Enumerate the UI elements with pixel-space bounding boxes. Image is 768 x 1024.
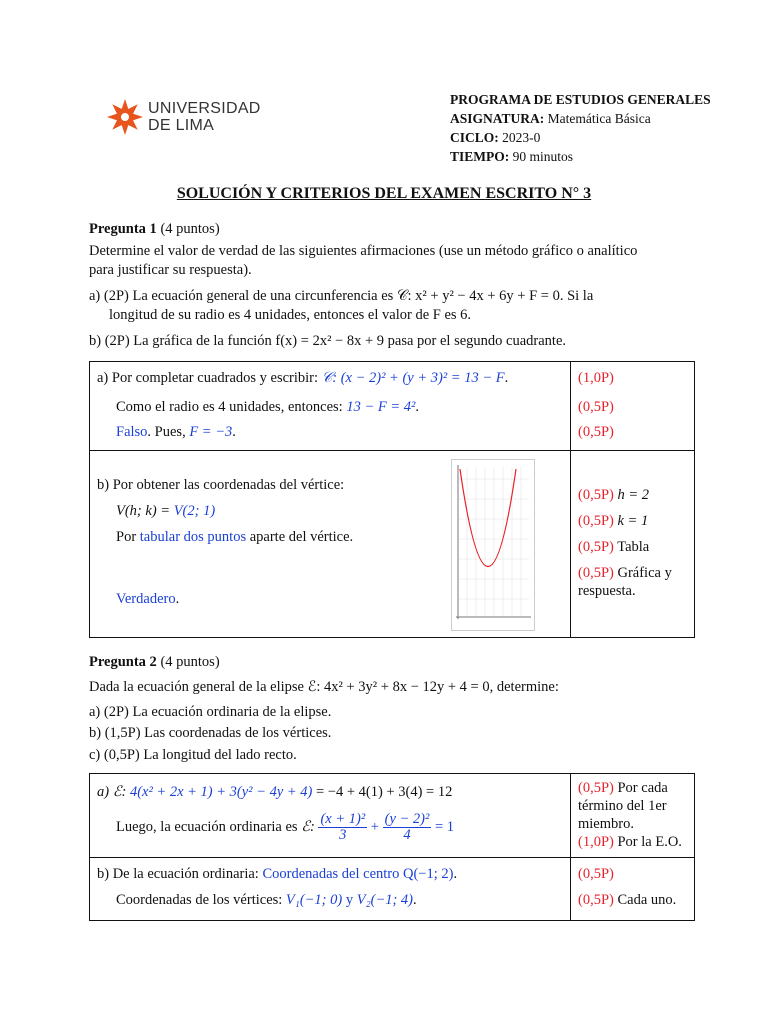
logo-line-1: UNIVERSIDAD: [148, 100, 261, 117]
q2-sol-a-line-2: [116, 812, 454, 843]
q2-sol-a-crit-2-points: (1,0P): [578, 834, 614, 850]
q1-sol-a-cell: [90, 362, 571, 451]
q2-sol-a-l1-pre: a) ℰ:: [97, 784, 130, 800]
q1-sol-b-line-1: b) Por obtener las coordenadas del vértice:: [97, 477, 345, 493]
page-title: SOLUCIÓN Y CRITERIOS DEL EXAMEN ESCRITO N° 3: [176, 185, 592, 202]
q2-sol-a-l2-text: Luego, la ecuación ordinaria es: [116, 818, 302, 835]
q2-item-a: a) (2P) La ecuación ordinaria de la elipse.: [89, 704, 332, 720]
q1-solution-table: [89, 361, 695, 638]
q1-sol-a-l1-text: a) Por completar cuadrados y escribir:: [97, 370, 322, 386]
q1-sol-a-line-3: [116, 424, 236, 441]
q1-sol-b-crit-1: [578, 487, 649, 504]
q2-sol-b-line-1: [97, 866, 457, 883]
q2-sol-b-center: Coordenadas del centro Q(−1; 2): [262, 866, 454, 882]
q2-sol-b-and: y: [342, 892, 357, 908]
q2-sol-b-vertex-1: V₁(−1; 0): [285, 892, 343, 908]
subject-label: ASIGNATURA:: [450, 111, 545, 126]
q1-sol-a-l3-post: .: [232, 424, 236, 440]
cycle-label: CICLO:: [450, 130, 499, 145]
exam-header: [450, 90, 711, 166]
q1-sol-b-true: Verdadero: [116, 591, 176, 607]
logo-star-icon: [106, 98, 144, 136]
q1-sol-b-crit-4-text: Gráfica y: [613, 565, 672, 581]
q1-sol-b-line-3: [116, 529, 353, 546]
q2-sol-b-vertex-2: V₂(−1; 4): [356, 892, 414, 908]
q2-sol-b-crit-2: [578, 892, 676, 909]
q2-heading-label: Pregunta 2: [89, 654, 157, 670]
q2-sol-a-crit-1-text: Por cada: [613, 780, 668, 796]
q1-intro-1: Determine el valor de verdad de las siguientes afirmaciones (use un método gráfico o analítico: [89, 243, 638, 259]
q1-item-a-1: a) (2P) La ecuación general de una circunferencia es 𝒞: x² + y² − 4x + 6y + F = 0. Si la: [89, 288, 594, 304]
q1-heading: [89, 220, 694, 239]
time-label: TIEMPO:: [450, 149, 510, 164]
q1-sol-a-l1-eq: 𝒞: (x − 2)² + (y + 3)² = 13 − F: [321, 370, 505, 386]
q2-sol-b-crit-2-text: Cada uno.: [613, 892, 677, 908]
subject-value: Matemática Básica: [544, 111, 651, 126]
time-value: 90 minutos: [509, 149, 574, 164]
q2-sol-b-points-cell: [571, 858, 695, 921]
university-logo: [106, 98, 266, 138]
q1-sol-b-crit-3-points: (0,5P): [578, 539, 614, 555]
q2-sol-a-crit-1-text-2: término del 1er: [578, 798, 667, 814]
q1-sol-b-l2-text: V(h; k) =: [116, 503, 174, 519]
q1-sol-b-l4-post: .: [175, 591, 180, 607]
q1-sol-b-crit-3-text: Tabla: [613, 539, 650, 555]
q1-intro-2: para justificar su respuesta).: [89, 262, 252, 278]
q1-sol-a-l1-post: .: [504, 370, 509, 386]
parabola-graph: [451, 459, 535, 631]
logo-text: [148, 100, 261, 134]
q1-points: (4 puntos): [156, 221, 220, 237]
q1-sol-b-line-4: [116, 591, 179, 608]
q1-sol-a-points-3: (0,5P): [578, 424, 614, 440]
q2-sol-b-points-2: (0,5P): [578, 892, 614, 908]
plus-sign: +: [370, 818, 379, 835]
q2-sol-b-l2-pre: Coordenadas de los vértices:: [116, 892, 286, 908]
q2-sol-b-line-2: [116, 892, 417, 909]
fraction-1-den: 3: [339, 827, 347, 843]
fraction-2-den: 4: [403, 827, 411, 843]
q1-sol-a-line-1: [97, 370, 508, 387]
q1-sol-b-l3-pre: Por: [116, 529, 140, 545]
q1-sol-b-crit-2: [578, 513, 648, 530]
q1-sol-b-crit-1-text: h = 2: [613, 487, 650, 503]
cycle-value: 2023-0: [498, 130, 541, 145]
q1-sol-b-cell: [90, 451, 571, 638]
q1-sol-a-l2-eq: 13 − F = 4²: [346, 399, 416, 415]
fraction-2: [383, 812, 432, 843]
q2-sol-b-l1-pre: b) De la ecuación ordinaria:: [97, 866, 263, 882]
q1-sol-b-tabular: tabular dos puntos: [139, 529, 247, 545]
q1-sol-a-l3-text: . Pues,: [147, 424, 190, 440]
q1-sol-b-crit-4-points: (0,5P): [578, 565, 614, 581]
q2-sol-a-cell: [90, 774, 571, 858]
q2-sol-a-ellipse-symbol: ℰ:: [301, 818, 315, 835]
q1-sol-a-l2-text: Como el radio es 4 unidades, entonces:: [116, 399, 347, 415]
q2-sol-b-l1-post: .: [453, 866, 458, 882]
q1-sol-b-crit-3: [578, 539, 649, 556]
q1-sol-b-crit-4: [578, 565, 672, 582]
fraction-1-num: (x + 1)²: [320, 811, 366, 827]
q1-sol-b-crit-2-points: (0,5P): [578, 513, 614, 529]
q2-sol-b-cell: [90, 858, 571, 921]
q1-sol-a-points-2: (0,5P): [578, 399, 614, 415]
q2-sol-a-crit-1-points: (0,5P): [578, 780, 614, 796]
q2-item-c: c) (0,5P) La longitud del lado recto.: [89, 747, 297, 763]
q2-points: (4 puntos): [156, 654, 220, 670]
q1-sol-a-l3-eq: F = −3: [189, 424, 233, 440]
q1-sol-b-vertex: V(2; 1): [173, 503, 216, 519]
q2-sol-a-line-1: [97, 784, 452, 801]
q2-sol-a-crit-2-text: Por la E.O.: [613, 834, 682, 850]
q2-sol-b-l2-post: .: [413, 892, 417, 908]
q1-sol-a-line-2: [116, 399, 419, 416]
q2-sol-a-crit-2: [578, 834, 682, 851]
q2-heading: [89, 653, 694, 672]
q1-heading-label: Pregunta 1: [89, 221, 157, 237]
q1-sol-a-points-cell: [571, 362, 695, 451]
q1-sol-a-points-1: (1,0P): [578, 370, 614, 386]
program-name: PROGRAMA DE ESTUDIOS GENERALES: [450, 92, 711, 107]
graph-frame: [452, 460, 535, 631]
q2-sol-a-l1-eq: 4(x² + 2x + 1) + 3(y² − 4y + 4): [129, 784, 313, 800]
q1-item-b: b) (2P) La gráfica de la función f(x) = 2x² − 8x + 9 pasa por el segundo cuadrante.: [89, 333, 567, 349]
q2-sol-a-points-cell: [571, 774, 695, 858]
q1-sol-b-crit-1-points: (0,5P): [578, 487, 614, 503]
q2-solution-table: [89, 773, 695, 921]
q1-sol-b-points-cell: [571, 451, 695, 638]
q1-sol-b-crit-2-text: k = 1: [613, 513, 649, 529]
q2-sol-a-l1-post: = −4 + 4(1) + 3(4) = 12: [312, 784, 453, 800]
q2-intro: Dada la ecuación general de la elipse ℰ: 4x² + 3y² + 8x − 12y + 4 = 0, determine:: [89, 679, 559, 695]
q2-item-b: b) (1,5P) Las coordenadas de los vértices.: [89, 725, 332, 741]
fraction-1: [318, 812, 367, 843]
q2-sol-b-points-1: (0,5P): [578, 866, 614, 882]
q1-item-a-2: longitud de su radio es 4 unidades, entonces el valor de F es 6.: [109, 307, 472, 323]
logo-line-2: DE LIMA: [148, 117, 215, 134]
q1-sol-a-l2-post: .: [415, 399, 419, 415]
equals-one: = 1: [434, 818, 455, 835]
q1-sol-a-false: Falso: [116, 424, 148, 440]
q1-sol-b-crit-4-text-2: respuesta.: [578, 583, 636, 599]
q2-sol-a-crit-1-text-3: miembro.: [578, 816, 634, 832]
q1-sol-b-l3-post: aparte del vértice.: [246, 529, 354, 545]
q1-sol-b-line-2: [116, 503, 215, 520]
q2-sol-a-crit-1: [578, 780, 668, 797]
fraction-2-num: (y − 2)²: [384, 811, 430, 827]
